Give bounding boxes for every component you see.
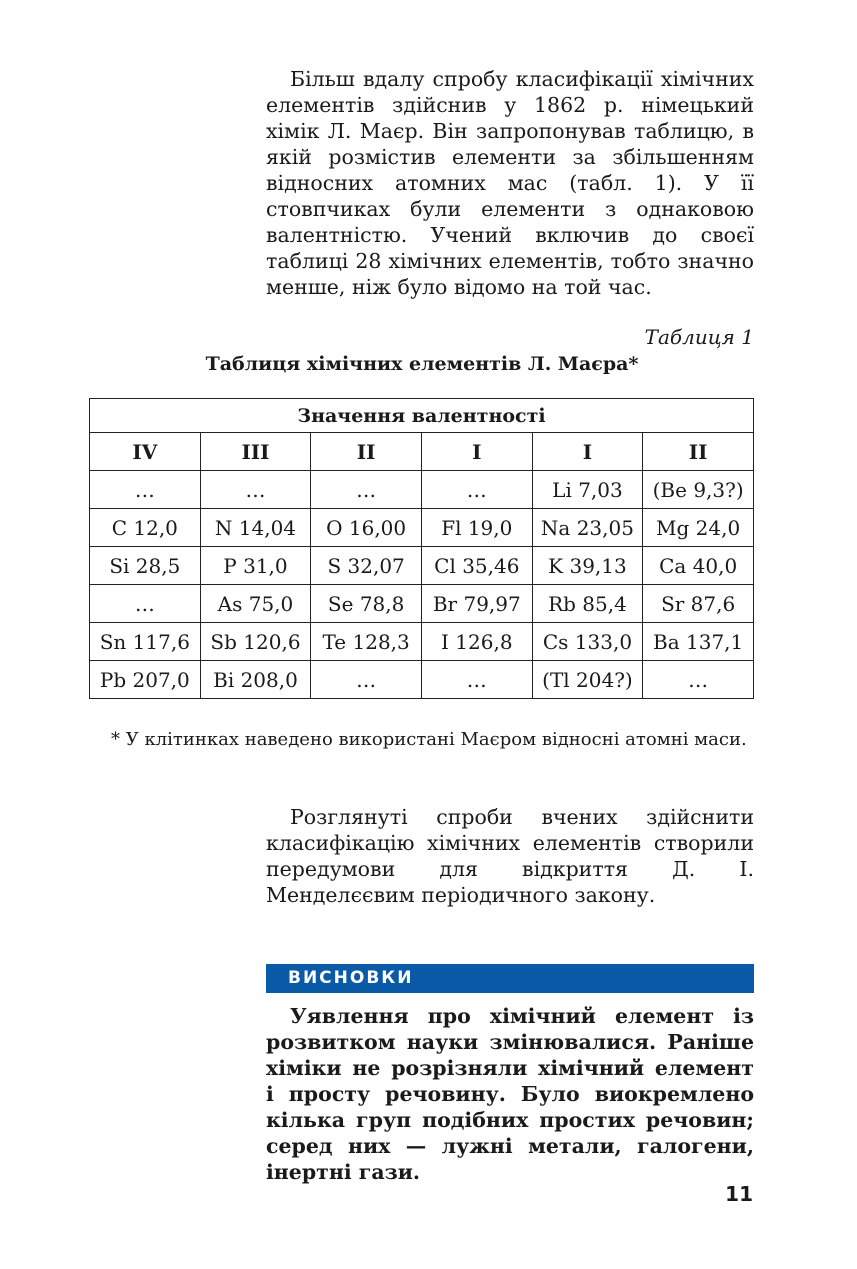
table-cell: Mg 24,0 — [643, 509, 754, 547]
table-cell: S 32,07 — [311, 547, 422, 585]
conclusions-heading: ВИСНОВКИ — [266, 964, 754, 993]
table-cell: Bi 208,0 — [200, 661, 311, 699]
table-row — [90, 547, 754, 585]
table-cell: … — [421, 661, 532, 699]
table-cell: … — [643, 661, 754, 699]
table-cell: Te 128,3 — [311, 623, 422, 661]
table-cell: P 31,0 — [200, 547, 311, 585]
table-row — [90, 623, 754, 661]
valence-header: Значення валентності — [90, 399, 754, 433]
table-cell: C 12,0 — [90, 509, 201, 547]
table-footnote: * У клітинках наведено використані Маєром відносні атомні маси. — [111, 729, 747, 750]
column-header: I — [421, 433, 532, 471]
column-header: II — [311, 433, 422, 471]
table-cell: Cl 35,46 — [421, 547, 532, 585]
conclusions-text: Уявлення про хімічний елемент із розвитком науки змінювалися. Раніше хіміки не розрізняли хімічний елемент і просту речовину. Було виокремлено кілька груп подібних простих речовин; серед них — лужні метали, галогени, інертні гази. — [266, 1004, 754, 1184]
table-cell: … — [90, 471, 201, 509]
table-cell: … — [311, 471, 422, 509]
table-cell: Ca 40,0 — [643, 547, 754, 585]
table-cell: Na 23,05 — [532, 509, 643, 547]
column-header: II — [643, 433, 754, 471]
table-cell: Fl 19,0 — [421, 509, 532, 547]
table-row — [90, 509, 754, 547]
table-cell: As 75,0 — [200, 585, 311, 623]
table-cell: N 14,04 — [200, 509, 311, 547]
column-header: IV — [90, 433, 201, 471]
table-number: Таблиця 1 — [644, 325, 754, 349]
table-cell: Li 7,03 — [532, 471, 643, 509]
table-row — [90, 471, 754, 509]
table-cell: Si 28,5 — [90, 547, 201, 585]
table-cell: O 16,00 — [311, 509, 422, 547]
column-header: III — [200, 433, 311, 471]
table-cell: (Tl 204?) — [532, 661, 643, 699]
table-cell: Ba 137,1 — [643, 623, 754, 661]
table-row — [90, 585, 754, 623]
intro-paragraph: Більш вдалу спробу класифікації хімічних елементів здійснив у 1862 р. німецький хімік Л. Маєр. Він запропонував таблицю, в якій розмістив елементи за збільшенням відносних атомних мас (табл. 1). У її стовпчиках були елементи з однаковою валентністю. Учений включив до своєї таблиці 28 хімічних елементів, тобто значно менше, ніж було відомо на той час. — [266, 67, 754, 299]
table-cell: Rb 85,4 — [532, 585, 643, 623]
table-cell: … — [311, 661, 422, 699]
table-title: Таблиця хімічних елементів Л. Маєра* — [205, 353, 639, 375]
table-row — [90, 661, 754, 699]
closing-paragraph: Розглянуті спроби вчених здійснити класифікацію хімічних елементів створили передумови для відкриття Д. І. Менделєєвим періодичного закону. — [266, 805, 754, 907]
table-cell: Sn 117,6 — [90, 623, 201, 661]
table-cell: (Be 9,3?) — [643, 471, 754, 509]
table-cell: Sr 87,6 — [643, 585, 754, 623]
column-header: I — [532, 433, 643, 471]
table-cell: Cs 133,0 — [532, 623, 643, 661]
table-cell: Br 79,97 — [421, 585, 532, 623]
table-cell: … — [200, 471, 311, 509]
table-cell: K 39,13 — [532, 547, 643, 585]
mayer-elements-table — [89, 398, 754, 699]
table-cell: Se 78,8 — [311, 585, 422, 623]
table-cell: … — [90, 585, 201, 623]
table-cell: Sb 120,6 — [200, 623, 311, 661]
table-cell: … — [421, 471, 532, 509]
table-cell: Pb 207,0 — [90, 661, 201, 699]
table-cell: I 126,8 — [421, 623, 532, 661]
page-number: 11 — [725, 1182, 753, 1206]
